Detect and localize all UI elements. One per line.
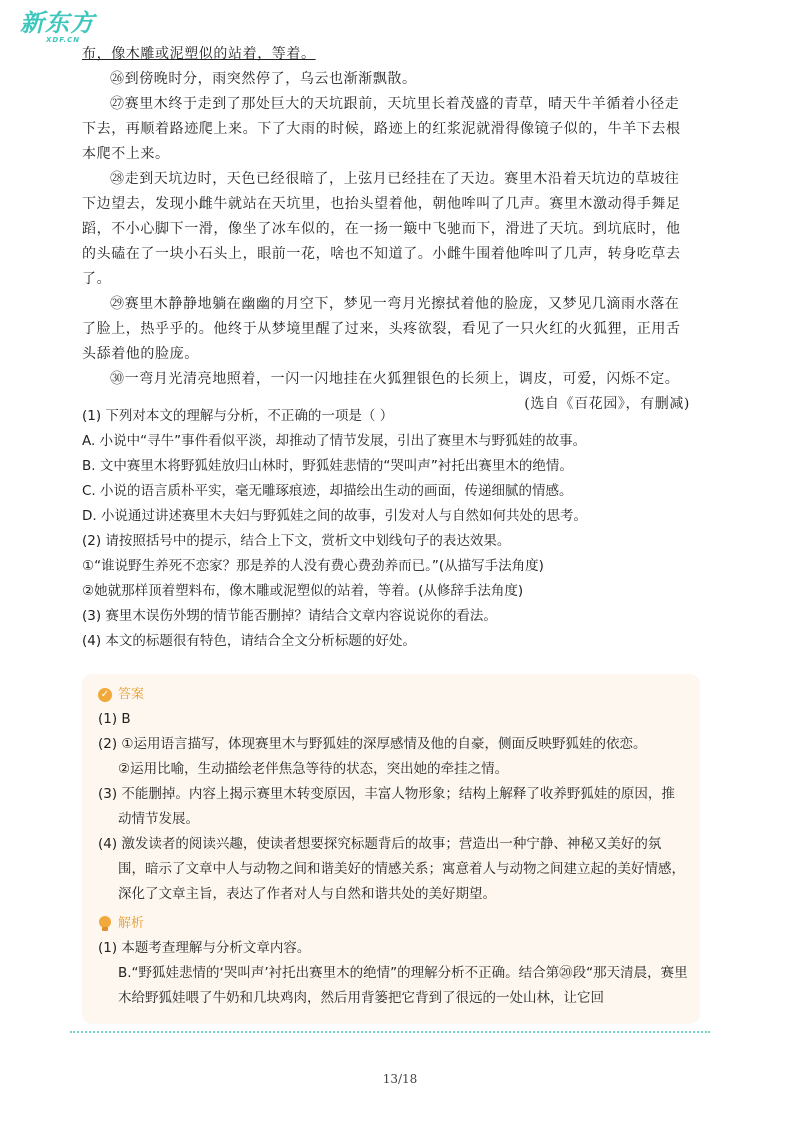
- paragraph-27: ㉗赛里木终于走到了那处巨大的天坑跟前，天坑里长着茂盛的青草，晴天牛羊循着小径走下去，再顺着路迹爬上来。下了大雨的时候，路迹上的红浆泥就滑得像镜子似的，牛羊下去根本爬不上来。: [82, 96, 681, 162]
- paragraph-30: ㉚一弯月光清亮地照着，一闪一闪地挂在火狐狸银色的长须上，调皮，可爱，闪烁不定。: [110, 371, 680, 387]
- question-3: (3) 赛里木误伤外甥的情节能否删掉？请结合文章内容说说你的看法。: [82, 608, 497, 624]
- logo-subtext: XDF.CN: [46, 36, 81, 44]
- answer-heading-label: 答案: [118, 687, 145, 702]
- answer-panel: [82, 674, 700, 1024]
- option-d: D. 小说通过讲述赛里木夫妇与野狐娃之间的故事，引发对人与自然如何共处的思考。: [82, 508, 587, 524]
- answer-2-part-1: (2) ①运用语言描写，体现赛里木与野狐娃的深厚感情及他的自豪，侧面反映野狐娃的依恋。: [98, 736, 647, 752]
- footer-divider: [70, 1031, 710, 1033]
- analysis-heading-label: 解析: [118, 916, 145, 931]
- paragraph-0: 布，像木雕或泥塑似的站着，等着。: [82, 46, 316, 62]
- question-2: (2) 请按照括号中的提示，结合上下文，赏析文中划线句子的表达效果。: [82, 533, 511, 549]
- page-number: 13/18: [382, 1072, 418, 1086]
- question-1: (1) 下列对本文的理解与分析，不正确的一项是（ ）: [82, 408, 394, 424]
- analysis-1-detail: B.“野狐娃悲情的‘哭叫声’衬托出赛里木的绝情”的理解分析不正确。结合第⑳段“那天清晨，赛里木给野狐娃喂了牛奶和几块鸡肉，然后用背篓把它背到了很远的一处山林，让它回: [118, 965, 688, 1006]
- check-circle-icon: ✓: [98, 688, 112, 702]
- question-2-item-2: ②她就那样顶着塑料布，像木雕或泥塑似的站着，等着。(从修辞手法角度): [82, 583, 524, 599]
- analysis-1: (1) 本题考查理解与分析文章内容。: [98, 940, 311, 956]
- paragraph-28: ㉘走到天坑边时，天色已经很暗了，上弦月已经挂在了天边。赛里木沿着天坑边的草坡往下边望去，发现小雌牛就站在天坑里，也抬头望着他，朝他哞叫了几声。赛里木激动得手舞足蹈，不小心脚下一滑，像坐了冰车似的，在一扬一簸中飞驰而下，滑进了天坑。到坑底时，他的头磕在了一块小石头上，眼前一花，啥也不知道了。小雌牛围着他哞叫了几声，转身吃草去了。: [82, 171, 681, 287]
- story-passage: [82, 42, 690, 417]
- brand-logo: [20, 9, 95, 44]
- paragraph-26: ㉖到傍晚时分，雨突然停了，乌云也渐渐飘散。: [110, 71, 417, 87]
- option-b: B. 文中赛里木将野狐娃放归山林时，野狐娃悲情的“哭叫声”衬托出赛里木的绝情。: [82, 458, 573, 474]
- logo-text: 新东方: [20, 9, 95, 37]
- option-c: C. 小说的语言质朴平实，毫无雕琢痕迹，却描绘出生动的画面，传递细腻的情感。: [82, 483, 573, 499]
- answer-4: (4) 激发读者的阅读兴趣，使读者想要探究标题背后的故事；营造出一种宁静、神秘又美好的氛围，暗示了文章中人与动物之间和谐美好的情感关系；寓意着人与动物之间建立起的美好情感，深化了文章主旨，表达了作者对人与自然和谐共处的美好期望。: [98, 836, 685, 902]
- question-2-item-1: ①“谁说野生养死不恋家？那是养的人没有费心费劲养而已。”(从描写手法角度): [82, 558, 544, 574]
- answer-3: (3) 不能删掉。内容上揭示赛里木转变原因，丰富人物形象；结构上解释了收养野狐娃的原因，推动情节发展。: [98, 786, 675, 827]
- source-citation: (选自《百花园》，有删减): [524, 396, 690, 412]
- option-a: A. 小说中“寻牛”事件看似平淡，却推动了情节发展，引出了赛里木与野狐娃的故事。: [82, 433, 587, 449]
- lightbulb-icon: [98, 916, 112, 932]
- question-section: [82, 404, 702, 654]
- answer-1: (1) B: [98, 711, 131, 727]
- question-4: (4) 本文的标题很有特色，请结合全文分析标题的好处。: [82, 633, 416, 649]
- answer-2-part-2: ②运用比喻，生动描绘老伴焦急等待的状态，突出她的牵挂之情。: [118, 761, 509, 777]
- answer-heading: [98, 682, 688, 707]
- paragraph-29: ㉙赛里木静静地躺在幽幽的月空下，梦见一弯月光擦拭着他的脸庞，又梦见几滴雨水落在了脸上，热乎乎的。他终于从梦境里醒了过来，头疼欲裂，看见了一只火红的火狐狸，正用舌头舔着他的脸庞。: [82, 296, 681, 362]
- analysis-heading: [98, 911, 688, 936]
